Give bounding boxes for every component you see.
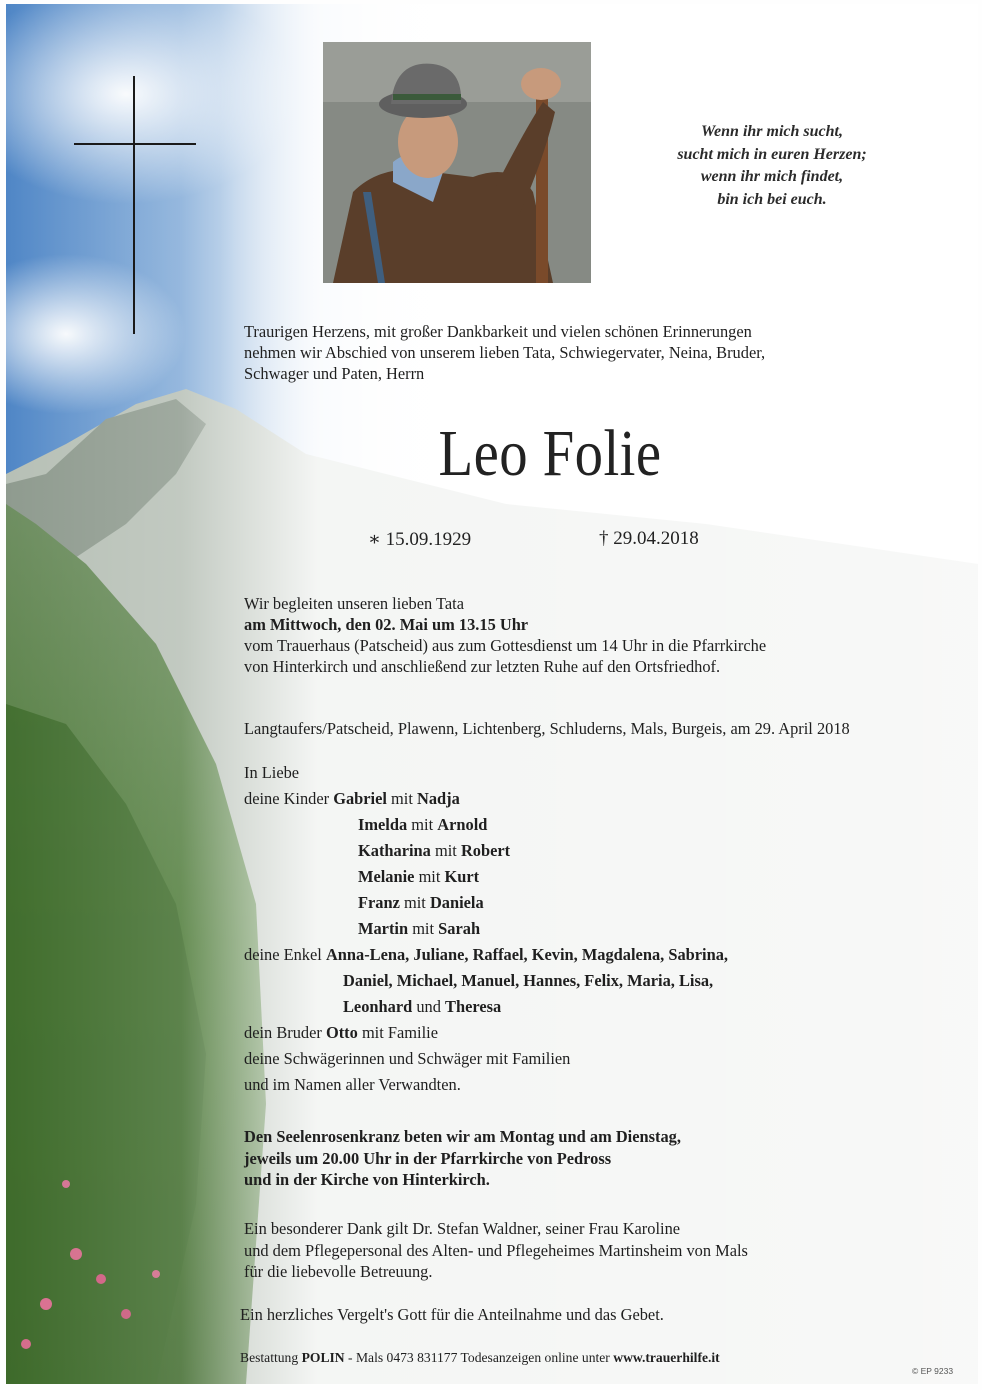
grandchildren-line: Daniel, Michael, Manuel, Hannes, Felix, Maria, Lisa, <box>343 971 714 990</box>
memorial-quote <box>642 121 902 211</box>
intro-line: Schwager und Paten, Herrn <box>244 364 425 383</box>
intro-line: Traurigen Herzens, mit großer Dankbarkeit und vielen schönen Erinnerungen <box>244 322 752 341</box>
funeral-line: vom Trauerhaus (Patscheid) aus zum Gottesdienst um 14 Uhr in die Pfarrkirche <box>244 636 767 655</box>
child-entry: Franz mit Daniela <box>358 893 484 912</box>
death-date: † 29.04.2018 <box>599 528 699 549</box>
quote-line: Wenn ihr mich sucht, <box>701 123 843 140</box>
rosary-info: Den Seelenrosenkranz beten wir am Montag und am Dienstag, jeweils um 20.00 Uhr in der Pfarrkirche von Pedross und in der Kirche von Hinterkirch. <box>244 1127 681 1189</box>
brother-entry: dein Bruder Otto mit Familie <box>244 1023 438 1042</box>
intro-line: nehmen wir Abschied von unserem lieben Tata, Schwiegervater, Neina, Bruder, <box>244 343 766 362</box>
website-link[interactable]: www.trauerhilfe.it <box>613 1350 720 1365</box>
print-code: © EP 9233 <box>912 1366 954 1376</box>
child-entry: Martin mit Sarah <box>358 919 481 938</box>
funeral-home-footer: Bestattung POLIN - Mals 0473 831177 Todesanzeigen online unter www.trauerhilfe.it <box>240 1350 720 1365</box>
relatives-entry: und im Namen aller Verwandten. <box>244 1075 461 1094</box>
portrait-photo <box>323 42 591 283</box>
grandchildren-first: deine Enkel Anna-Lena, Juliane, Raffael, Kevin, Magdalena, Sabrina, <box>244 945 728 964</box>
quote-line: wenn ihr mich findet, <box>700 168 844 185</box>
funeral-date: am Mittwoch, den 02. Mai um 13.15 Uhr <box>244 615 529 634</box>
child-entry: Imelda mit Arnold <box>358 815 488 834</box>
child-entry: Katharina mit Robert <box>358 841 511 860</box>
in-laws-entry: deine Schwägerinnen und Schwäger mit Familien <box>244 1049 571 1068</box>
family-list <box>244 760 728 1098</box>
intro-paragraph <box>244 321 765 384</box>
thanks-paragraph: Ein besonderer Dank gilt Dr. Stefan Waldner, seiner Frau Karoline und dem Pflegepersonal des Alten- und Pflegeheimes Martinsheim von Mals für die liebevolle Betreuung. <box>244 1219 748 1281</box>
cross-icon <box>74 76 196 339</box>
deceased-name: Leo Folie <box>438 417 662 490</box>
children-first: deine Kinder Gabriel mit Nadja <box>244 789 460 808</box>
child-entry: Melanie mit Kurt <box>358 867 480 886</box>
place-date-line: Langtaufers/Patscheid, Plawenn, Lichtenberg, Schluderns, Mals, Burgeis, am 29. April 2018 <box>244 719 850 738</box>
in-liebe: In Liebe <box>244 763 300 782</box>
quote-line: bin ich bei euch. <box>717 190 827 208</box>
grandchildren-line: Leonhard und Theresa <box>343 997 502 1016</box>
birth-date: ∗ 15.09.1929 <box>368 529 472 550</box>
funeral-line: Wir begleiten unseren lieben Tata <box>244 594 464 613</box>
closing-line: Ein herzliches Vergelt's Gott für die Anteilnahme und das Gebet. <box>240 1305 664 1324</box>
funeral-line: von Hinterkirch und anschließend zur letzten Ruhe auf den Ortsfriedhof. <box>244 657 721 676</box>
quote-line: sucht mich in euren Herzen; <box>677 145 867 163</box>
company-name: POLIN <box>301 1350 345 1365</box>
funeral-info <box>244 593 766 677</box>
